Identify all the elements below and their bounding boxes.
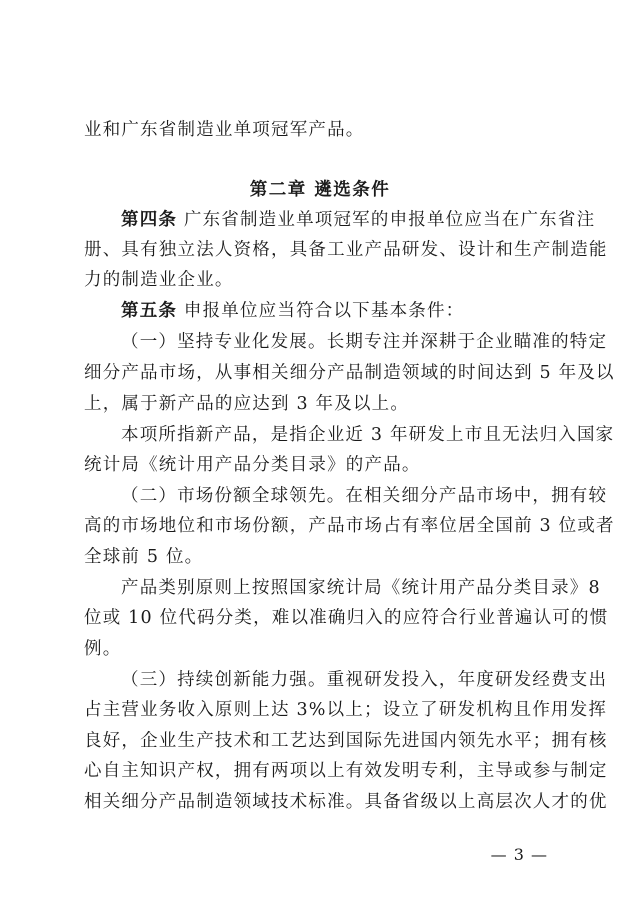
article-label: 第四条 xyxy=(121,210,178,230)
paragraph-line: 占主营业务收入原则上达 3%以上；设立了研发机构且作用发挥 xyxy=(84,700,608,720)
paragraph-line: （三）持续创新能力强。重视研发投入，年度研发经费支出 xyxy=(121,670,608,690)
paragraph-line: 本项所指新产品，是指企业近 3 年研发上市且无法归入国家 xyxy=(121,425,615,445)
paragraph-line: 上，属于新产品的应达到 3 年及以上。 xyxy=(84,394,410,414)
paragraph-line: 心自主知识产权，拥有两项以上有效发明专利，主导或参与制定 xyxy=(84,761,608,781)
paragraph-text: 申报单位应当符合以下基本条件： xyxy=(177,301,465,321)
chapter-heading: 第二章 遴选条件 xyxy=(249,180,391,200)
article-4-line xyxy=(121,208,595,232)
paragraph-line: 细分产品市场，从事相关细分产品制造领域的时间达到 5 年及以 xyxy=(84,363,615,383)
paragraph-line: 业和广东省制造业单项冠军产品。 xyxy=(84,120,365,140)
paragraph-line: 例。 xyxy=(84,639,122,659)
paragraph-line: 产品类别原则上按照国家统计局《统计用产品分类目录》8 xyxy=(121,578,601,598)
paragraph-line: 高的市场地位和市场份额，产品市场占有率位居全国前 3 位或者 xyxy=(84,516,615,536)
paragraph-line: 位或 10 位代码分类，难以准确归入的应符合行业普遍认可的惯 xyxy=(84,608,609,628)
paragraph-line: （二）市场份额全球领先。在相关细分产品市场中，拥有较 xyxy=(121,486,608,506)
page-number: — 3 — xyxy=(490,845,548,864)
paragraph-line: 良好，企业生产技术和工艺达到国际先进国内领先水平；拥有核 xyxy=(84,731,608,751)
paragraph-text: 广东省制造业单项冠军的申报单位应当在广东省注 xyxy=(177,210,596,230)
paragraph-line: 册、具有独立法人资格，具备工业产品研发、设计和生产制造能 xyxy=(84,240,608,260)
paragraph-line: 相关细分产品制造领域技术标准。具备省级以上高层次人才的优 xyxy=(84,792,608,812)
paragraph-line: 全球前 5 位。 xyxy=(84,547,204,567)
article-5-line xyxy=(121,299,464,323)
paragraph-line: 力的制造业企业。 xyxy=(84,270,234,290)
article-label: 第五条 xyxy=(121,301,178,321)
paragraph-line: （一）坚持专业化发展。长期专注并深耕于企业瞄准的特定 xyxy=(121,332,608,352)
paragraph-line: 统计局《统计用产品分类目录》的产品。 xyxy=(84,455,421,475)
